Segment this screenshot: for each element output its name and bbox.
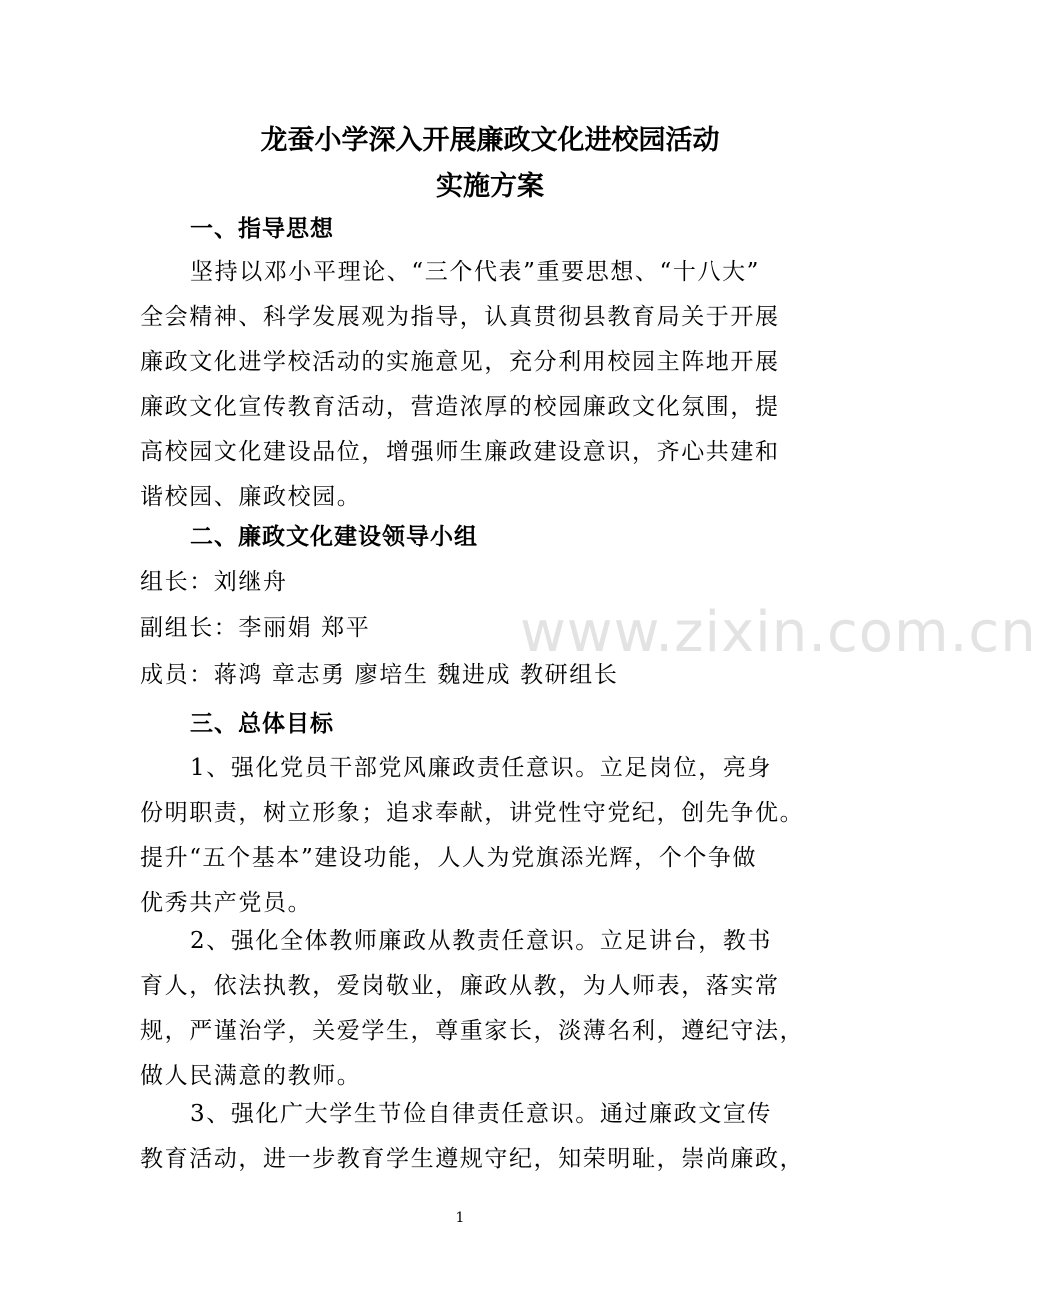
watermark-text: www.zixin.com.cn <box>520 600 1037 665</box>
goal-item-2-line: 做人民满意的教师。 <box>140 1063 362 1089</box>
goal-item-2-line: 育人，依法执教，爱岗敬业，廉政从教，为人师表，落实常 <box>140 973 780 999</box>
goal-item-2-line: 2、强化全体教师廉政从教责任意识。立足讲台，教书 <box>190 928 773 954</box>
paragraph-line: 廉政文化进学校活动的实施意见，充分利用校园主阵地开展 <box>140 349 780 375</box>
group-leader-line: 组长：刘继舟 <box>140 569 288 595</box>
section-heading-guiding-ideology: 一、指导思想 <box>190 216 334 242</box>
document-title-line2: 实施方案 <box>436 171 544 202</box>
goal-item-1-line: 1、强化党员干部党风廉政责任意识。立足岗位，亮身 <box>190 755 773 781</box>
goal-item-1-line: 优秀共产党员。 <box>140 890 313 916</box>
section-heading-overall-goals: 三、总体目标 <box>190 711 334 737</box>
goal-item-3-line: 教育活动，进一步教育学生遵规守纪，知荣明耻，崇尚廉政， <box>140 1146 805 1172</box>
section-heading-leadership-group: 二、廉政文化建设领导小组 <box>190 524 478 550</box>
document-title-line1: 龙蚕小学深入开展廉政文化进校园活动 <box>260 125 720 156</box>
goal-item-3-line: 3、强化广大学生节俭自律责任意识。通过廉政文宣传 <box>190 1101 773 1127</box>
goal-item-1-line: 提升“五个基本”建设功能，人人为党旗添光辉，个个争做 <box>140 845 758 871</box>
deputy-leader-line: 副组长：李丽娟 郑平 <box>140 615 371 641</box>
goal-item-2-line: 规，严谨治学，关爱学生，尊重家长，淡薄名利，遵纪守法， <box>140 1018 805 1044</box>
paragraph-line: 谐校园、廉政校园。 <box>140 484 362 510</box>
group-members-line: 成员：蒋鸿 章志勇 廖培生 魏进成 教研组长 <box>140 662 619 688</box>
goal-item-1-line: 份明职责，树立形象；追求奉献，讲党性守党纪，创先争优。 <box>140 800 805 826</box>
paragraph-line: 廉政文化宣传教育活动，营造浓厚的校园廉政文化氛围，提 <box>140 394 780 420</box>
paragraph-line: 高校园文化建设品位，增强师生廉政建设意识，齐心共建和 <box>140 439 780 465</box>
paragraph-line: 坚持以邓小平理论、“三个代表”重要思想、“十八大” <box>190 259 761 285</box>
page-number: 1 <box>455 1210 465 1226</box>
paragraph-line: 全会精神、科学发展观为指导，认真贯彻县教育局关于开展 <box>140 304 780 330</box>
